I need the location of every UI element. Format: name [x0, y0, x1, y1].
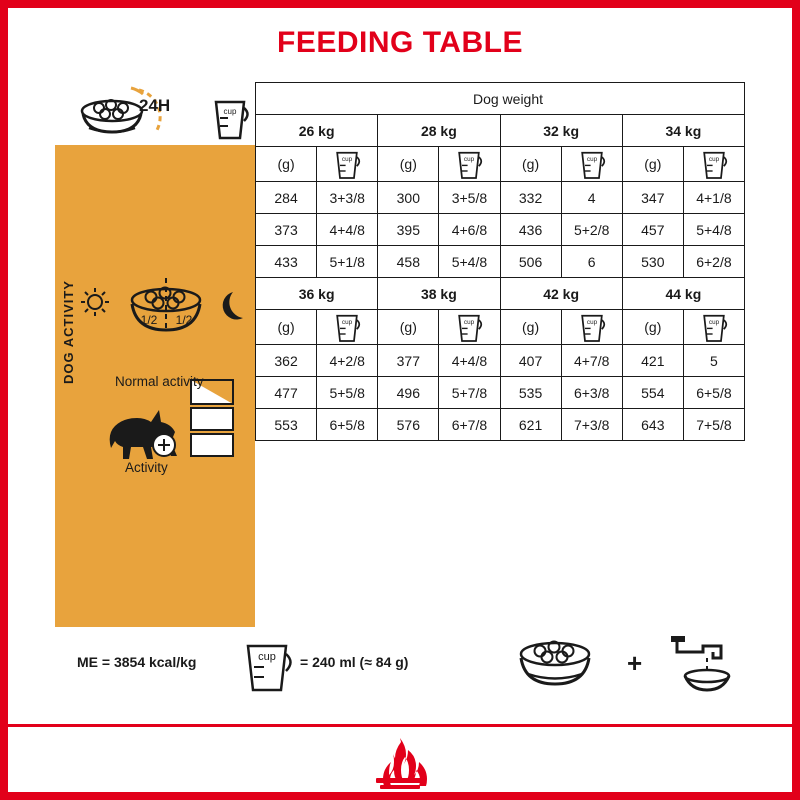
frame-border-right	[792, 0, 800, 800]
gram-value: 300	[378, 182, 439, 214]
cup-value: 6+5/8	[683, 377, 744, 409]
gram-value: 535	[500, 377, 561, 409]
unit-gram: (g)	[622, 147, 683, 182]
cup-value: 6+5/8	[317, 409, 378, 441]
gram-value: 421	[622, 345, 683, 377]
feeding-table-panel	[55, 82, 745, 627]
cup-value: 4+4/8	[439, 345, 500, 377]
gram-value: 436	[500, 214, 561, 246]
gram-value: 362	[256, 345, 317, 377]
cup-value: 7+5/8	[683, 409, 744, 441]
gram-value: 458	[378, 246, 439, 278]
table-row	[256, 345, 745, 377]
dog-activity-sidebar	[55, 82, 255, 627]
gram-value: 506	[500, 246, 561, 278]
unit-cup	[561, 310, 622, 345]
cup-value: 5+2/8	[561, 214, 622, 246]
table-row	[256, 377, 745, 409]
svg-text:1/2: 1/2	[140, 313, 158, 327]
cup-value: 6	[561, 246, 622, 278]
feeding-data-table	[255, 82, 745, 441]
normal-activity-label: Normal activity	[115, 374, 204, 389]
cup-value: 4+7/8	[561, 345, 622, 377]
cup-equivalence-label: = 240 ml (≈ 84 g)	[300, 654, 409, 670]
weight-label: 28 kg	[378, 115, 500, 147]
cup-value: 4+4/8	[317, 214, 378, 246]
measuring-cup-icon	[210, 94, 250, 142]
metabolizable-energy-label: ME = 3854 kcal/kg	[77, 654, 197, 670]
cup-value: 5+7/8	[439, 377, 500, 409]
weight-label: 42 kg	[500, 278, 622, 310]
unit-gram: (g)	[378, 310, 439, 345]
dog-weight-header: Dog weight	[256, 83, 745, 115]
unit-gram: (g)	[378, 147, 439, 182]
plus-icon: +	[627, 648, 643, 678]
svg-text:cup: cup	[342, 319, 353, 327]
gram-value: 332	[500, 182, 561, 214]
weight-header-row	[256, 115, 745, 147]
table-row	[256, 182, 745, 214]
gram-value: 576	[378, 409, 439, 441]
cup-value: 6+7/8	[439, 409, 500, 441]
gram-value: 621	[500, 409, 561, 441]
table-header-row	[256, 83, 745, 115]
cup-value: 5+5/8	[317, 377, 378, 409]
unit-row	[256, 147, 745, 182]
table-row	[256, 246, 745, 278]
unit-gram: (g)	[256, 147, 317, 182]
svg-text:cup: cup	[223, 107, 237, 116]
weight-label: 36 kg	[256, 278, 378, 310]
weight-label: 44 kg	[622, 278, 744, 310]
unit-cup	[317, 310, 378, 345]
gram-value: 477	[256, 377, 317, 409]
gram-value: 373	[256, 214, 317, 246]
day-night-bowl-icon	[81, 272, 251, 362]
unit-cup	[683, 310, 744, 345]
unit-gram: (g)	[500, 310, 561, 345]
cup-value: 7+3/8	[561, 409, 622, 441]
dog-activity-axis-label: DOG ACTIVITY	[61, 280, 76, 384]
gram-value: 554	[622, 377, 683, 409]
unit-gram: (g)	[500, 147, 561, 182]
cup-value: 5+4/8	[439, 246, 500, 278]
cup-value: 5+1/8	[317, 246, 378, 278]
weight-header-row	[256, 278, 745, 310]
page-title: FEEDING TABLE	[277, 26, 523, 59]
svg-text:cup: cup	[258, 651, 276, 663]
cup-value: 4+6/8	[439, 214, 500, 246]
gram-value: 433	[256, 246, 317, 278]
weight-label: 38 kg	[378, 278, 500, 310]
cup-value: 5	[683, 345, 744, 377]
cup-value: 6+3/8	[561, 377, 622, 409]
gram-value: 643	[622, 409, 683, 441]
cup-value: 4+1/8	[683, 182, 744, 214]
activity-label: Activity	[125, 460, 168, 475]
gram-value: 347	[622, 182, 683, 214]
gram-value: 377	[378, 345, 439, 377]
water-tap-icon	[663, 632, 743, 694]
unit-cup	[561, 147, 622, 182]
weight-label: 26 kg	[256, 115, 378, 147]
gram-value: 407	[500, 345, 561, 377]
brand-logo	[358, 734, 442, 790]
measuring-cup-icon	[240, 634, 294, 696]
cup-value: 3+3/8	[317, 182, 378, 214]
dog-bowl-icon	[67, 84, 197, 142]
unit-cup	[439, 310, 500, 345]
svg-text:1/2: 1/2	[175, 313, 193, 327]
dog-bowl-icon	[495, 632, 615, 692]
unit-gram: (g)	[622, 310, 683, 345]
frame-border-left	[0, 0, 8, 800]
gram-value: 284	[256, 182, 317, 214]
duration-label: 24H	[139, 96, 171, 115]
cup-value: 4+2/8	[317, 345, 378, 377]
table-row	[256, 214, 745, 246]
weight-label: 32 kg	[500, 115, 622, 147]
unit-row	[256, 310, 745, 345]
feeding-data-table-area	[255, 82, 745, 627]
gram-value: 395	[378, 214, 439, 246]
gram-value: 457	[622, 214, 683, 246]
svg-text:cup: cup	[708, 319, 720, 327]
gram-value: 496	[378, 377, 439, 409]
unit-cup	[683, 147, 744, 182]
svg-text:cup: cup	[586, 156, 597, 164]
frame-border-bottom	[0, 792, 800, 800]
svg-text:cup: cup	[464, 156, 475, 164]
svg-text:cup: cup	[586, 319, 597, 327]
unit-gram: (g)	[256, 310, 317, 345]
svg-text:cup: cup	[708, 156, 720, 164]
frame-border-top	[0, 0, 800, 8]
unit-cup	[317, 147, 378, 182]
gram-value: 530	[622, 246, 683, 278]
footer-notes	[55, 632, 745, 712]
cup-value: 4	[561, 182, 622, 214]
cup-value: 5+4/8	[683, 214, 744, 246]
weight-label: 34 kg	[622, 115, 744, 147]
table-row	[256, 409, 745, 441]
cup-value: 3+5/8	[439, 182, 500, 214]
cup-value: 6+2/8	[683, 246, 744, 278]
gram-value: 553	[256, 409, 317, 441]
svg-text:cup: cup	[464, 319, 475, 327]
footer-divider	[8, 724, 792, 727]
unit-cup	[439, 147, 500, 182]
svg-text:cup: cup	[342, 156, 353, 164]
